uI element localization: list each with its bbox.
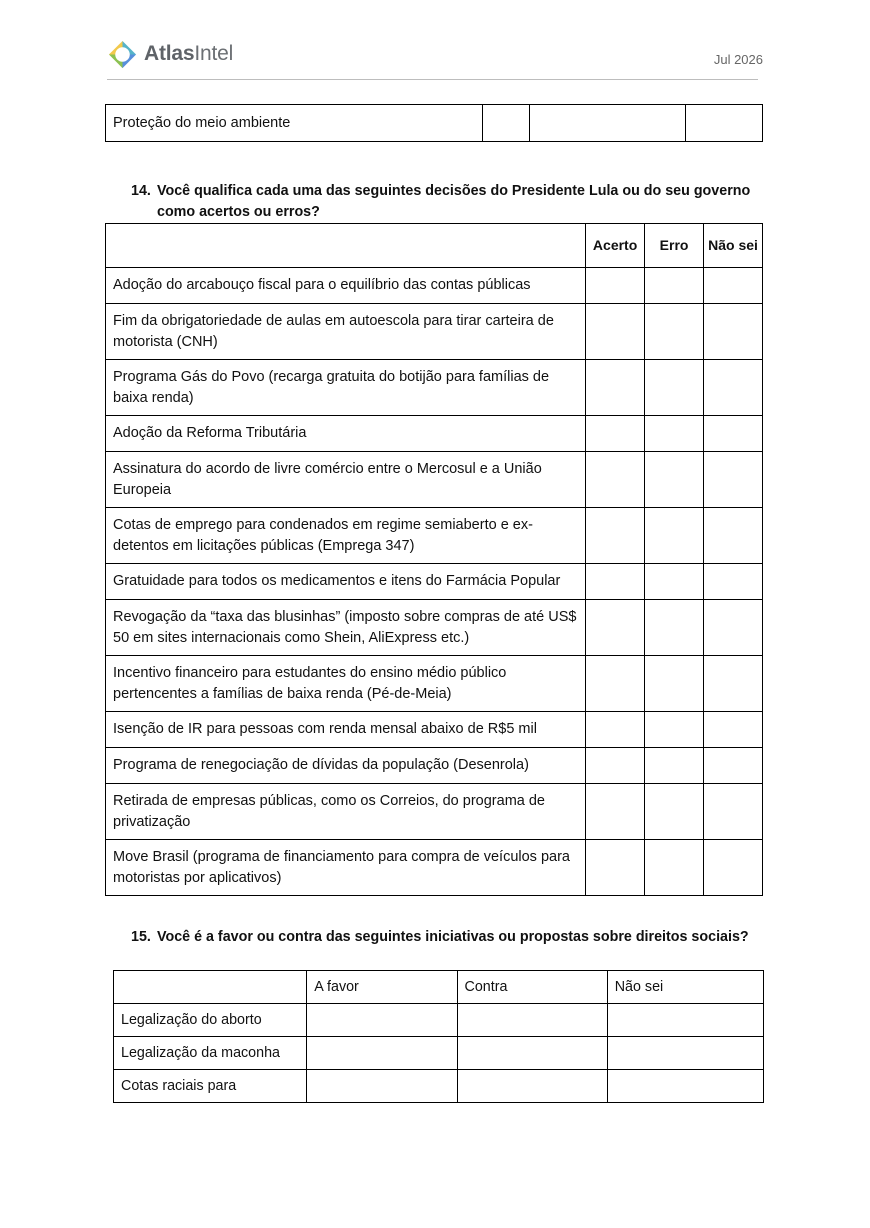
row-label: Retirada de empresas públicas, como os Correios, do programa de privatização xyxy=(106,784,586,840)
answer-cell[interactable] xyxy=(645,508,704,564)
row-label: Legalização do aborto xyxy=(114,1004,307,1037)
row-label: Adoção da Reforma Tributária xyxy=(106,416,586,452)
answer-cell[interactable] xyxy=(645,360,704,416)
report-date: Jul 2026 xyxy=(713,52,763,67)
question-text: Você qualifica cada uma das seguintes decisões do Presidente Lula ou do seu governo como acertos ou erros? xyxy=(157,183,751,220)
answer-cell[interactable] xyxy=(704,268,763,304)
answer-cell[interactable] xyxy=(586,840,645,896)
table-row xyxy=(106,105,763,142)
table-row xyxy=(106,416,763,452)
table-row xyxy=(106,304,763,360)
table-row xyxy=(106,600,763,656)
answer-cell[interactable] xyxy=(607,1070,763,1103)
answer-cell[interactable] xyxy=(645,748,704,784)
answer-cell[interactable] xyxy=(586,416,645,452)
answer-cell[interactable] xyxy=(645,452,704,508)
answer-cell[interactable] xyxy=(586,600,645,656)
atlasintel-logo xyxy=(107,37,233,71)
answer-cell[interactable] xyxy=(645,712,704,748)
answer-cell[interactable] xyxy=(586,268,645,304)
row-label: Adoção do arcabouço fiscal para o equilíbrio das contas públicas xyxy=(106,268,586,304)
answer-cell[interactable] xyxy=(686,105,763,142)
table-row xyxy=(106,748,763,784)
row-label: Revogação da “taxa das blusinhas” (imposto sobre compras de até US$ 50 em sites internacionais como Shein, AliExpress etc.) xyxy=(106,600,586,656)
answer-cell[interactable] xyxy=(530,105,686,142)
answer-cell[interactable] xyxy=(307,1037,457,1070)
table-row xyxy=(106,508,763,564)
answer-cell[interactable] xyxy=(645,600,704,656)
answer-cell[interactable] xyxy=(307,1004,457,1037)
answer-cell[interactable] xyxy=(586,452,645,508)
answer-cell[interactable] xyxy=(586,712,645,748)
row-label: Programa Gás do Povo (recarga gratuita do botijão para famílias de baixa renda) xyxy=(106,360,586,416)
answer-cell[interactable] xyxy=(586,304,645,360)
answer-cell[interactable] xyxy=(704,656,763,712)
row-label: Legalização da maconha xyxy=(114,1037,307,1070)
column-header: Erro xyxy=(645,224,704,268)
answer-cell[interactable] xyxy=(704,508,763,564)
answer-cell[interactable] xyxy=(645,416,704,452)
answer-cell[interactable] xyxy=(645,840,704,896)
column-header: Não sei xyxy=(607,971,763,1004)
answer-cell[interactable] xyxy=(645,656,704,712)
row-label: Incentivo financeiro para estudantes do ensino médio público pertencentes a famílias de baixa renda (Pé-de-Meia) xyxy=(106,656,586,712)
row-label: Cotas raciais para xyxy=(114,1070,307,1103)
table-header-row xyxy=(114,971,764,1004)
row-label: Move Brasil (programa de financiamento para compra de veículos para motoristas por aplicativos) xyxy=(106,840,586,896)
table-row xyxy=(114,1037,764,1070)
row-label: Proteção do meio ambiente xyxy=(106,105,483,142)
question-number: 15. xyxy=(131,929,151,945)
table-row xyxy=(106,784,763,840)
row-label: Fim da obrigatoriedade de aulas em autoescola para tirar carteira de motorista (CNH) xyxy=(106,304,586,360)
answer-cell[interactable] xyxy=(704,564,763,600)
table-row xyxy=(106,712,763,748)
question-text: Você é a favor ou contra das seguintes iniciativas ou propostas sobre direitos sociais? xyxy=(157,929,749,945)
page-header xyxy=(0,0,870,80)
table-row xyxy=(106,564,763,600)
answer-cell[interactable] xyxy=(607,1037,763,1070)
row-label: Isenção de IR para pessoas com renda mensal abaixo de R$5 mil xyxy=(106,712,586,748)
table-row xyxy=(114,1070,764,1103)
answer-cell[interactable] xyxy=(586,508,645,564)
answer-cell[interactable] xyxy=(586,564,645,600)
question-number: 14. xyxy=(131,183,151,199)
answer-cell[interactable] xyxy=(704,840,763,896)
answer-cell[interactable] xyxy=(704,452,763,508)
header-divider xyxy=(107,79,758,80)
answer-cell[interactable] xyxy=(607,1004,763,1037)
answer-cell[interactable] xyxy=(586,360,645,416)
question-14-table xyxy=(105,223,763,896)
header-empty xyxy=(106,224,586,268)
answer-cell[interactable] xyxy=(704,748,763,784)
column-header: Não sei xyxy=(704,224,763,268)
question-15-table xyxy=(113,970,764,1103)
logo-wordmark: AtlasIntel xyxy=(144,42,234,65)
answer-cell[interactable] xyxy=(645,784,704,840)
column-header: Acerto xyxy=(586,224,645,268)
table-row xyxy=(106,840,763,896)
answer-cell[interactable] xyxy=(586,656,645,712)
row-label: Assinatura do acordo de livre comércio entre o Mercosul e a União Europeia xyxy=(106,452,586,508)
table-row xyxy=(106,656,763,712)
answer-cell[interactable] xyxy=(704,304,763,360)
previous-question-table xyxy=(105,104,763,142)
table-header-row xyxy=(106,224,763,268)
answer-cell[interactable] xyxy=(457,1037,607,1070)
answer-cell[interactable] xyxy=(483,105,530,142)
header-empty xyxy=(114,971,307,1004)
answer-cell[interactable] xyxy=(645,304,704,360)
row-label: Cotas de emprego para condenados em regime semiaberto e ex-detentos em licitações públicas (Emprega 347) xyxy=(106,508,586,564)
row-label: Gratuidade para todos os medicamentos e itens do Farmácia Popular xyxy=(106,564,586,600)
column-header: Contra xyxy=(457,971,607,1004)
answer-cell[interactable] xyxy=(645,268,704,304)
answer-cell[interactable] xyxy=(704,784,763,840)
answer-cell[interactable] xyxy=(704,360,763,416)
atlasintel-logo-icon xyxy=(107,39,138,70)
answer-cell[interactable] xyxy=(704,712,763,748)
table-row xyxy=(106,268,763,304)
table-row xyxy=(114,1004,764,1037)
answer-cell[interactable] xyxy=(586,784,645,840)
answer-cell[interactable] xyxy=(457,1070,607,1103)
table-row xyxy=(106,360,763,416)
row-label: Programa de renegociação de dívidas da população (Desenrola) xyxy=(106,748,586,784)
answer-cell[interactable] xyxy=(307,1070,457,1103)
column-header: A favor xyxy=(307,971,457,1004)
table-row xyxy=(106,452,763,508)
answer-cell[interactable] xyxy=(704,416,763,452)
answer-cell[interactable] xyxy=(586,748,645,784)
answer-cell[interactable] xyxy=(457,1004,607,1037)
answer-cell[interactable] xyxy=(645,564,704,600)
answer-cell[interactable] xyxy=(704,600,763,656)
